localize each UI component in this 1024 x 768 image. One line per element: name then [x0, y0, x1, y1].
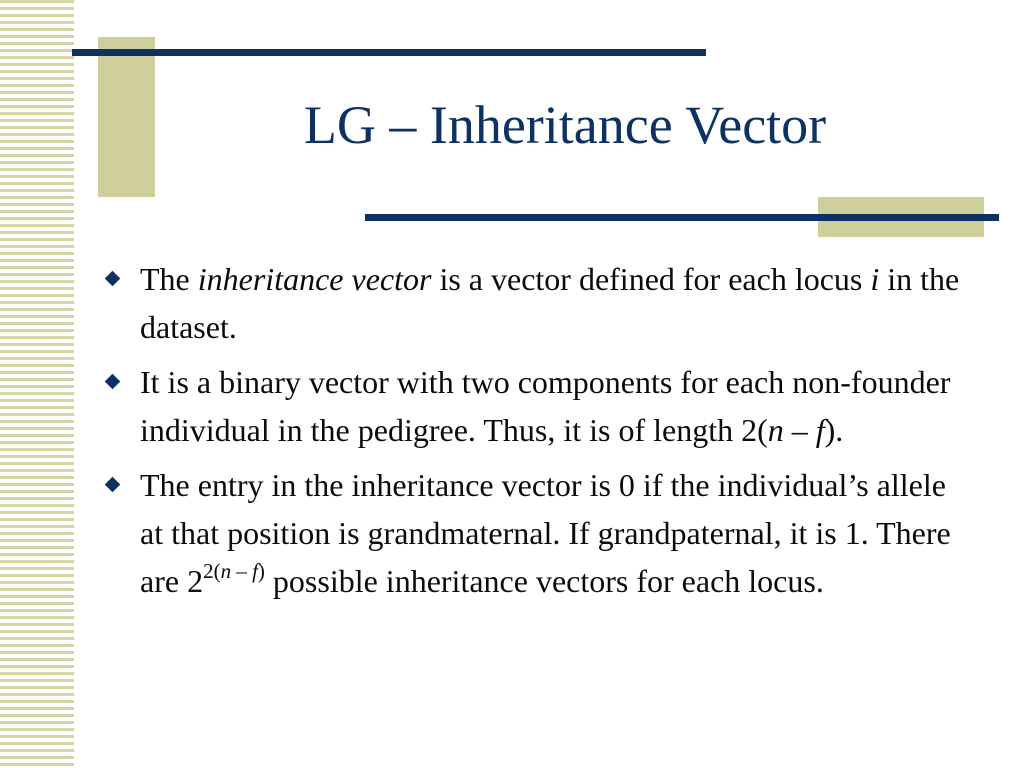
exponent-part: ) [257, 559, 265, 584]
diamond-bullet-icon [105, 477, 121, 493]
bullet-text-part: It is a binary vector with two components for each non-founder individual in the pedigree. Thus, it is of length 2( [140, 364, 951, 448]
slide-title: LG – Inheritance Vector [303, 95, 827, 155]
bullet-list [104, 255, 974, 612]
bullet-text [140, 255, 974, 351]
n-variable: n [220, 559, 232, 584]
bullet-item-entry-values [104, 461, 974, 605]
bullet-item-binary-vector-length [104, 358, 974, 454]
bullet-item-inheritance-vector-definition [104, 255, 974, 351]
diamond-bullet-icon [105, 271, 121, 287]
locus-variable: i [870, 261, 880, 297]
bullet-text-part: The [140, 261, 198, 297]
f-variable: f [252, 559, 258, 584]
bullet-text-part: possible inheritance vectors for each locus. [264, 563, 824, 599]
title-top-rule [72, 49, 706, 56]
diamond-bullet-icon [105, 374, 121, 390]
exponent [203, 559, 265, 583]
bullet-text-part: The entry in the inheritance vector is 0 if the individual’s allele at that position is grandmaternal. If grandpaternal, it is 1. There are 2 [140, 467, 951, 599]
exponent-part: 2( [203, 559, 221, 584]
bullet-text-part: is a vector defined for each locus [431, 261, 871, 297]
left-stripe-decoration [0, 0, 74, 768]
bullet-text [140, 358, 974, 454]
title-bottom-rule [365, 214, 999, 221]
f-variable: f [815, 412, 825, 448]
emphasized-term: inheritance vector [197, 261, 432, 297]
bullet-text-part: in the dataset. [140, 261, 960, 345]
top-accent-block [98, 37, 155, 197]
bullet-text-part: ). [824, 412, 844, 448]
exponent-part: – [231, 559, 253, 584]
bullet-text-part: – [783, 412, 816, 448]
bullet-text [140, 461, 974, 605]
n-variable: n [767, 412, 784, 448]
